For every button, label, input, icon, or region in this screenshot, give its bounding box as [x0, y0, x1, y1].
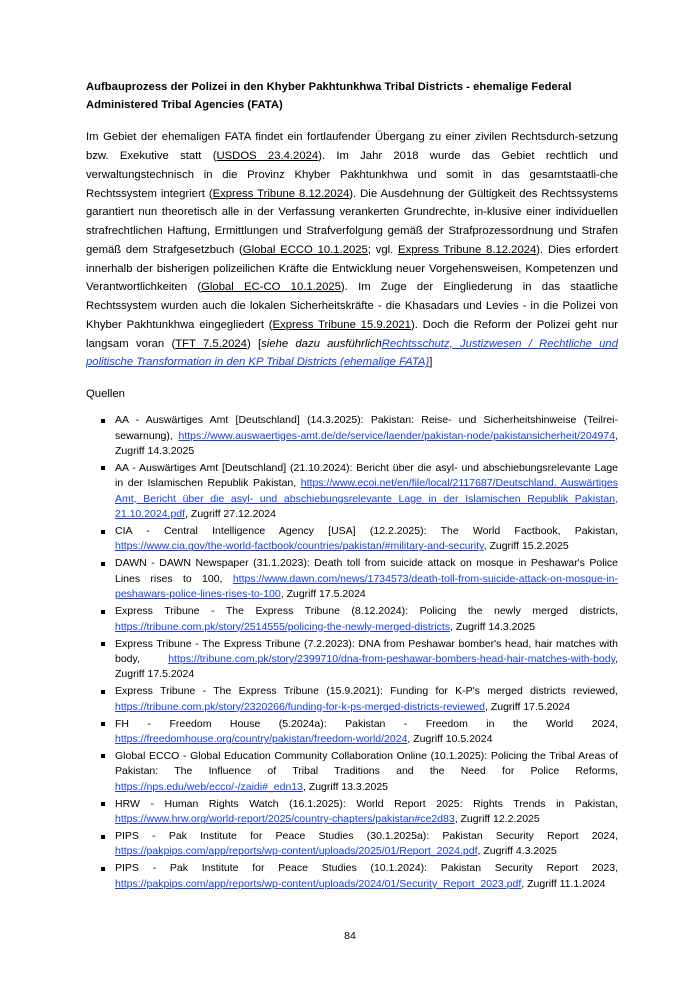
source-entry: [100, 749, 618, 795]
text-run: ; vgl.: [367, 243, 399, 256]
source-link[interactable]: https://pakpips.com/app/reports/wp-content/uploads/2024/01/Security_Report_2023.pdf: [115, 877, 522, 890]
text-run: ). Doch die Reform der Polizei geht nur langsam voran (: [86, 318, 618, 350]
text-run: , Zugriff 11.1.2024: [521, 877, 606, 890]
citation-link[interactable]: TFT 7.5.2024: [175, 337, 247, 350]
source-link[interactable]: https://tribune.com.pk/story/2514555/policing-the-newly-merged-districts: [115, 620, 450, 633]
citation-link[interactable]: USDOS 23.4.2024: [216, 150, 319, 163]
text-run: Express Tribune - The Express Tribune (15.9.2021): Funding for K-P's merged districts reviewed,: [115, 685, 618, 698]
text-run: , Zugriff 14.3.2025: [450, 620, 536, 633]
source-link[interactable]: https://pakpips.com/app/reports/wp-content/uploads/2025/01/Report_2024.pdf: [115, 845, 478, 858]
text-run: Express Tribune - The Express Tribune (8.12.2024): Policing the newly merged districts,: [115, 605, 618, 618]
text-run: , Zugriff 17.5.2024: [280, 588, 366, 601]
source-link[interactable]: https://freedomhouse.org/country/pakistan/freedom-world/2024: [115, 733, 408, 746]
citation-link[interactable]: Express Tribune 15.9.2021: [272, 318, 411, 331]
text-run: , Zugriff 17.5.2024: [115, 652, 618, 681]
text-run: , Zugriff 17.5.2024: [485, 700, 571, 713]
text-run: AA - Auswärtiges Amt [Deutschland] (14.3.2025): Pakistan: Reise- und Sicherheitshinweise (Teilrei-sewarnung),: [115, 414, 618, 442]
text-run: FH - Freedom House (5.2024a): Pakistan - Freedom in the World 2024,: [115, 717, 618, 730]
source-entry: [100, 413, 618, 459]
source-entry: [100, 524, 618, 555]
source-link[interactable]: https://www.ecoi.net/en/file/local/2117687/Deutschland. Auswärtiges Amt, Bericht über die asyl- und abschiebungsrelevante Lage in der Islamischen Republik Pakistan, 21.10.2024.pdf: [115, 477, 619, 521]
text-run: , Zugriff 14.3.2025: [115, 429, 618, 457]
source-entry: [100, 861, 618, 892]
source-entry: [100, 684, 618, 715]
text-run: , Zugriff 12.2.2025: [454, 813, 540, 826]
text-run: ). Die Ausdehnung der Gültigkeit des Rechtssystems garantiert nun theoretisch alle in der Verfassung verankerten Grundrechte, in-klusive einer individuellen strafrechtlichen Haftung, Ermittlungen und Strafverfolgung gemäß der Strafprozessordnung und Strafen gemäß dem Strafgesetzbuch (: [86, 187, 618, 256]
text-run: ) [: [246, 337, 262, 350]
text-run: ]: [429, 356, 433, 369]
source-link[interactable]: https://nps.edu/web/ecco/-/zaidi#_edn13: [115, 780, 303, 793]
text-run: PIPS - Pak Institute for Peace Studies (10.1.2024): Pakistan Security Report 2023,: [115, 862, 618, 875]
source-entry: [100, 797, 618, 828]
text-run: , Zugriff 27.12.2024: [185, 508, 276, 521]
text-run: ). Im Zuge der Eingliederung in das staatliche Rechtssystem wurden auch die lokalen Sicherheitskräfte - die Khasadars und Levies - in die Polizei von Khyber Pakhtunkhwa eingegliedert (: [86, 281, 618, 331]
source-link[interactable]: https://tribune.com.pk/story/2320266/funding-for-k-ps-merged-districts-reviewed: [115, 700, 485, 713]
source-entry: [100, 556, 618, 602]
source-entry: [100, 461, 618, 523]
text-run: PIPS - Pak Institute for Peace Studies (30.1.2025a): Pakistan Security Report 2024,: [115, 830, 618, 843]
text-run: DAWN - DAWN Newspaper (31.1.2023): Death toll from suicide attack on mosque in Peshawar's Police Lines rises to 100,: [115, 557, 618, 585]
citation-link[interactable]: Global ECCO 10.1.2025: [242, 243, 368, 256]
source-entry: [100, 637, 618, 683]
source-link[interactable]: https://www.auswaertiges-amt.de/de/service/laender/pakistan-node/pakistansicherheit/204974: [178, 429, 616, 442]
text-run: Im Gebiet der ehemaligen FATA findet ein fortlaufender Übergang zu einer zivilen Rechtsdurch-setzung bzw. Exekutive statt (: [86, 131, 618, 163]
source-entry: [100, 829, 618, 860]
body-paragraph: [86, 128, 618, 372]
text-run: Express Tribune - The Express Tribune (7.2.2023): DNA from Peshawar bomber's head, hair matches with body,: [115, 637, 618, 665]
source-entry: [100, 717, 618, 748]
citation-link[interactable]: Express Tribune 8.12.2024: [212, 187, 350, 200]
source-link[interactable]: https://www.dawn.com/news/1734573/death-toll-from-suicide-attack-on-mosque-in-peshawars-police-lines-rises-to-100: [115, 572, 618, 601]
source-link[interactable]: https://www.cia.gov/the-world-factbook/countries/pakistan/#military-and-security: [115, 540, 484, 553]
citation-link[interactable]: Global EC-CO 10.1.2025: [201, 281, 341, 294]
citation-link[interactable]: Express Tribune 8.12.2024: [398, 243, 537, 256]
text-run: HRW - Human Rights Watch (16.1.2025): World Report 2025: Rights Trends in Pakistan,: [115, 797, 618, 810]
source-entry: [100, 604, 618, 635]
text-run: ). Im Jahr 2018 wurde das Gebiet rechtlich und verwaltungstechnisch in die Provinz Khyber Pakhtunkhwa und somit in das gesamtstaatli-che Rechtssystem integriert (: [86, 150, 619, 200]
cross-reference-link[interactable]: Rechtsschutz, Justizwesen / Rechtliche und politische Transformation in den KP Tribal Districts (ehemalige FATA): [86, 337, 618, 369]
source-link[interactable]: https://tribune.com.pk/story/2399710/dna-from-peshawar-bombers-head-hair-matches-with-body: [168, 652, 616, 665]
sources-list: [86, 413, 618, 892]
source-link[interactable]: https://www.hrw.org/world-report/2025/country-chapters/pakistan#ce2d83: [115, 813, 455, 826]
text-run: Global ECCO - Global Education Community Collaboration Online (10.1.2025): Policing the Tribal Areas of Pakistan: The Influence of Tribal Traditions and the Need for Police Reforms,: [115, 749, 618, 778]
text-run: , Zugriff 15.2.2025: [483, 540, 569, 553]
text-run: , Zugriff 13.3.2025: [302, 780, 388, 793]
sources-heading: Quellen: [86, 388, 125, 401]
text-run: ). Dies erfordert innerhalb der bisherigen polizeilichen Kräfte die Entwicklung neuer Vorgehensweisen, Kompetenzen und Verantwortlichkeiten (: [86, 243, 618, 294]
emphasis-text: siehe dazu ausführlich: [261, 337, 382, 350]
text-run: , Zugriff 10.5.2024: [407, 733, 493, 746]
text-run: AA - Auswärtiges Amt [Deutschland] (21.10.2024): Bericht über die asyl- und abschiebungsrelevante Lage in der Islamischen Republik Pakistan,: [115, 461, 618, 490]
text-run: CIA - Central Intelligence Agency [USA] (12.2.2025): The World Factbook, Pakistan,: [115, 525, 618, 538]
text-run: , Zugriff 4.3.2025: [477, 845, 557, 858]
page-number: 84: [344, 930, 356, 942]
page-title: Aufbauprozess der Polizei in den Khyber Pakhtunkhwa Tribal Districts - ehemalige Federal Administered Tribal Agencies (FATA): [86, 81, 572, 112]
